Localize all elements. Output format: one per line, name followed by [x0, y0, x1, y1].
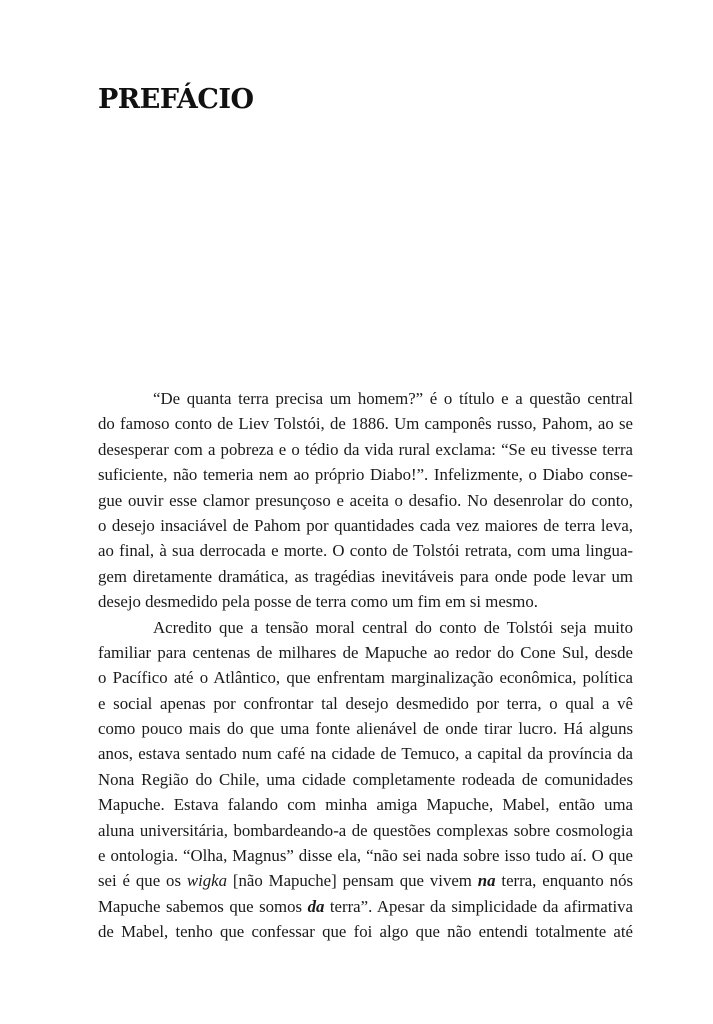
- italic-term-wigka: wigka: [186, 871, 227, 891]
- paragraph-2-line-11: [98, 868, 633, 893]
- paragraph-2-line-13: de Mabel, tenho que confessar que foi algo que não entendi totalmente até: [98, 922, 633, 942]
- paragraph-2-line-4: e social apenas por confrontar tal desejo desmedido por terra, o qual a vê: [98, 693, 633, 713]
- paragraph-2-line-6: anos, estava sentado num café na cidade de Temuco, a capital da província da: [98, 744, 633, 764]
- paragraph-1-line-1: “De quanta terra precisa um homem?” é o título e a questão central: [153, 389, 633, 408]
- paragraph-2-line-7: Nona Região do Chile, uma cidade completamente rodeada de comunidades: [98, 769, 633, 789]
- paragraph-1-line-3: desesperar com a pobreza e o tédio da vida rural exclama: “Se eu tivesse terra: [98, 439, 633, 459]
- paragraph-1-line-8: gem diretamente dramática, as tragédias inevitáveis para onde pode levar um: [98, 566, 633, 586]
- paragraph-1-line-9: desejo desmedido pela posse de terra como um fim em si mesmo.: [98, 592, 538, 612]
- emphasis-na: na: [477, 871, 496, 891]
- paragraph-1-line-6: o desejo insaciável de Pahom por quantidades cada vez maiores de terra leva,: [98, 515, 633, 535]
- paragraph-2-line-12: [98, 894, 633, 919]
- text-run: [não Mapuche] pensam que vivem: [227, 871, 478, 891]
- paragraph-2-line-9: aluna universitária, bombardeando-a de questões complexas sobre cosmologia: [98, 820, 633, 840]
- paragraph-1-line-2: do famoso conto de Liev Tolstói, de 1886. Um camponês russo, Pahom, ao se: [98, 414, 633, 434]
- paragraph-1-line-4: suficiente, não temeria nem ao próprio Diabo!”. Infelizmente, o Diabo conse-: [98, 465, 633, 485]
- paragraph-1-line-5: gue ouvir esse clamor presunçoso e aceita o desafio. No desenrolar do conto,: [98, 490, 633, 510]
- body-text: [98, 386, 633, 945]
- paragraph-2-line-5: como pouco mais do que uma fonte alienável de onde tirar lucro. Há alguns: [98, 719, 633, 739]
- paragraph-2-line-2: familiar para centenas de milhares de Mapuche ao redor do Cone Sul, desde: [98, 642, 633, 662]
- text-run: terra, enquanto nós: [495, 871, 633, 891]
- emphasis-da: da: [307, 896, 325, 916]
- text-run: Mapuche sabemos que somos: [98, 896, 308, 916]
- page-title: PREFÁCIO: [98, 84, 254, 115]
- paragraph-2-line-1: Acredito que a tensão moral central do conto de Tolstói seja muito: [153, 617, 633, 637]
- text-run: terra”. Apesar da simplicidade da afirmativa: [324, 896, 634, 916]
- text-run: sei é que os: [98, 871, 187, 891]
- paragraph-2-line-8: Mapuche. Estava falando com minha amiga Mapuche, Mabel, então uma: [98, 795, 633, 815]
- paragraph-1-line-7: ao final, à sua derrocada e morte. O conto de Tolstói retrata, com uma lingua-: [98, 541, 633, 561]
- paragraph-2-line-3: o Pacífico até o Atlântico, que enfrentam marginalização econômica, política: [98, 668, 633, 688]
- paragraph-2-line-10: e ontologia. “Olha, Magnus” disse ela, “não sei nada sobre isso tudo aí. O que: [98, 846, 633, 866]
